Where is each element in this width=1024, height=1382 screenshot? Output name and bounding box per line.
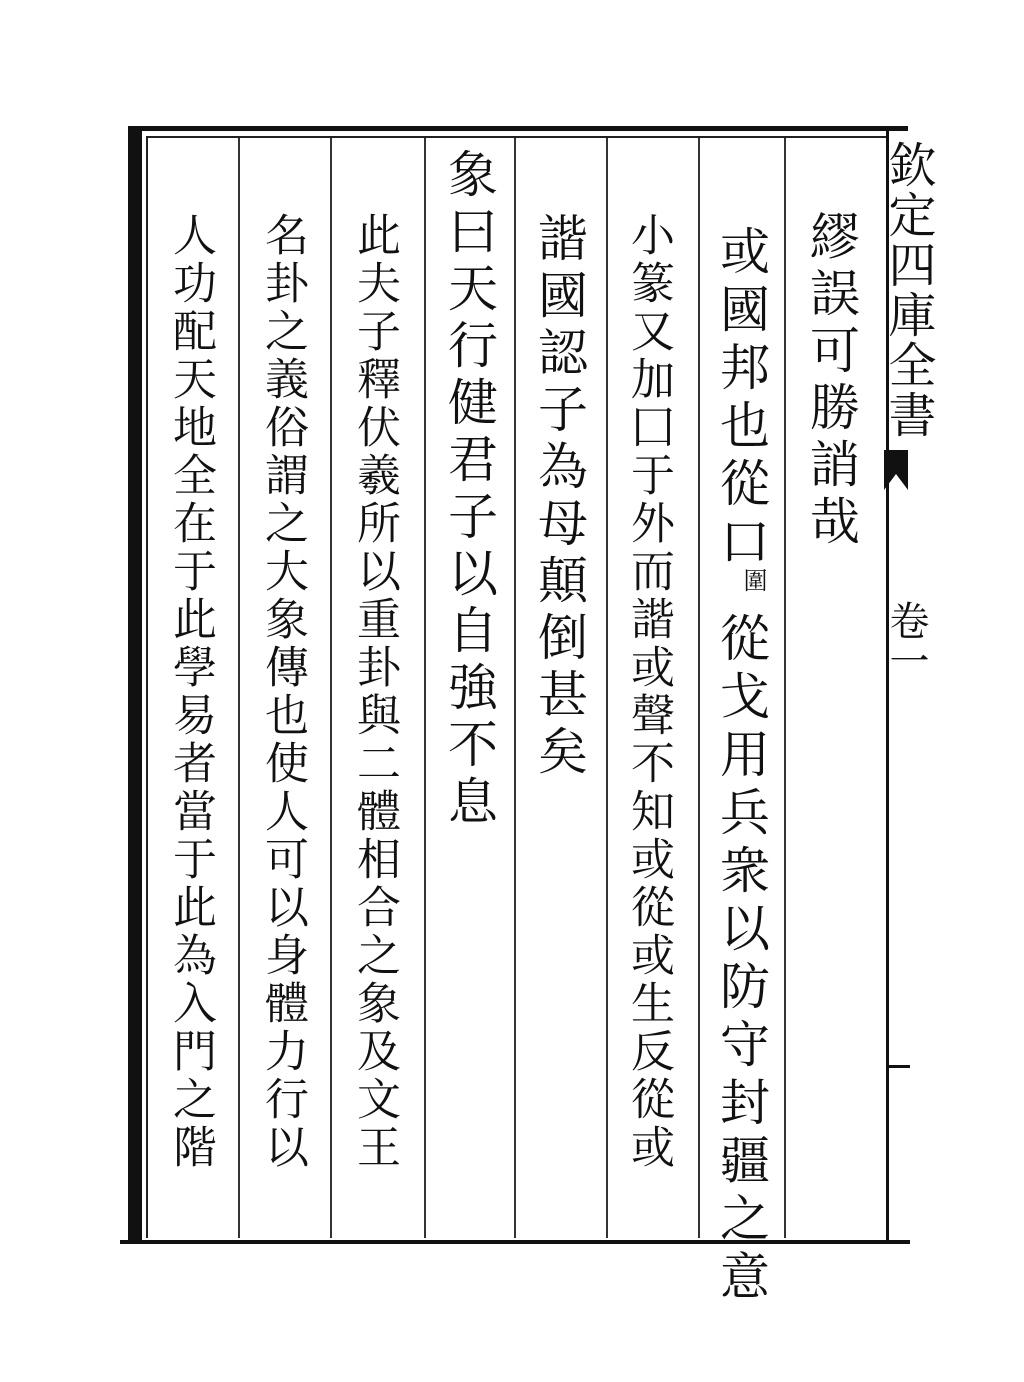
text-column-4: 諧國認子為母顛倒甚矣 <box>530 212 588 782</box>
text-column-1: 繆誤可勝誚哉 <box>802 210 860 552</box>
column-rule <box>514 138 516 1238</box>
text-column-5: 象曰天行健君子以自強不息 <box>440 148 498 832</box>
column-rule <box>784 138 786 1238</box>
column-rule <box>606 138 608 1238</box>
text-column-6: 此夫子釋伏羲所以重卦與二體相合之象及文王 <box>349 212 400 1172</box>
border-top <box>128 126 908 131</box>
text-column-2b: 從戈用兵衆以防守封疆之意 <box>712 612 770 1308</box>
book-title: 欽定四庫全書 <box>880 140 936 440</box>
column-rule <box>330 138 332 1238</box>
text-column-2a: 或國邦也從口 <box>712 225 770 573</box>
column-rule <box>698 138 700 1238</box>
text-column-3: 小篆又加囗于外而諧或聲不知或從或生反從或 <box>623 212 674 1172</box>
text-column-7: 名卦之義俗謂之大象傳也使人可以身體力行以 <box>257 212 308 1172</box>
margin-mark <box>886 1065 910 1068</box>
border-top-inner <box>146 136 888 138</box>
border-left <box>128 126 142 1244</box>
column-rule <box>238 138 240 1238</box>
text-column-8: 人功配天地全在于此學易者當于此為入門之階 <box>165 212 216 1172</box>
volume-label: 卷一 <box>883 600 929 680</box>
border-left-inner <box>146 138 148 1238</box>
border-bottom <box>120 1240 910 1244</box>
column-rule <box>424 138 426 1238</box>
text-column-2-note: 圍 <box>739 568 767 592</box>
fishtail-mark <box>884 450 908 490</box>
